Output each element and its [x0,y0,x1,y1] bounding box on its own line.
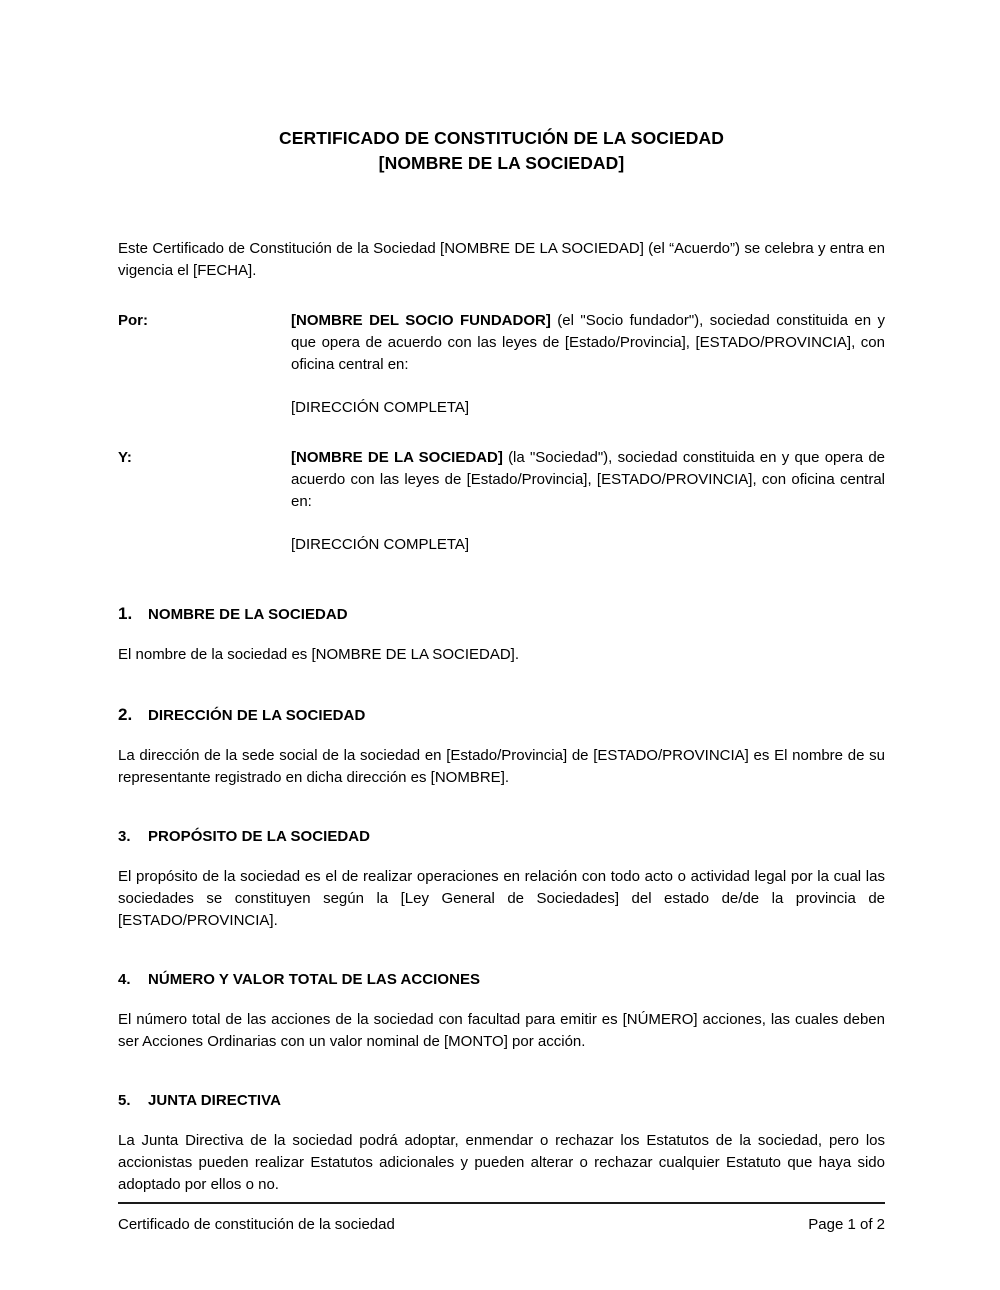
section-4-body: El número total de las acciones de la sociedad con facultad para emitir es [NÚMERO] acciones, las cuales deben ser Acciones Ordinarias con un valor nominal de [MONTO] por acción. [118,1011,885,1050]
section-5 [118,1091,885,1196]
party-description-por [291,310,885,376]
section-4-number: 4. [118,971,131,988]
section-1-title: NOMBRE DE LA SOCIEDAD [148,606,348,623]
document-content [118,0,885,1196]
party-text-por: (el "Socio fundador"), sociedad constituida en y que opera de acuerdo con las leyes de [Estado/Provincia], [ESTADO/PROVINCIA], con oficina central en: [291,312,885,373]
section-2-title: DIRECCIÓN DE LA SOCIEDAD [148,707,366,724]
party-address-y: [DIRECCIÓN COMPLETA] [291,536,470,553]
section-5-title: JUNTA DIRECTIVA [148,1092,281,1109]
section-1-number: 1. [118,604,133,623]
footer-divider [118,1202,885,1204]
party-label-por: Por: [118,312,148,329]
section-2-heading [118,705,885,726]
party-name-y: [NOMBRE DE LA SOCIEDAD] [291,449,503,466]
section-4-heading [118,970,885,990]
document-title-line-1: CERTIFICADO DE CONSTITUCIÓN DE LA SOCIEDAD [279,128,724,148]
section-2-body: La dirección de la sede social de la sociedad en [Estado/Provincia] de [ESTADO/PROVINCIA] es El nombre de su representante registrado en dicha dirección es [NOMBRE]. [118,747,885,786]
party-text-y: (la "Sociedad"), sociedad constituida en y que opera de acuerdo con las leyes de [Estado/Provincia], [ESTADO/PROVINCIA], con oficina central en: [291,449,886,510]
section-2 [118,705,885,789]
party-body-por [291,310,885,419]
footer-row [118,1215,885,1235]
section-1-body: El nombre de la sociedad es [NOMBRE DE LA SOCIEDAD]. [118,646,519,663]
party-block-y [118,447,885,556]
section-5-heading [118,1091,885,1111]
document-title-line-2: [NOMBRE DE LA SOCIEDAD] [378,153,625,173]
section-4-title: NÚMERO Y VALOR TOTAL DE LAS ACCIONES [148,971,481,988]
intro-paragraph: Este Certificado de Constitución de la Sociedad [NOMBRE DE LA SOCIEDAD] (el “Acuerdo”) se celebra y entra en vigencia el [FECHA]. [118,240,885,279]
section-2-number: 2. [118,705,133,724]
section-5-number: 5. [118,1092,131,1109]
footer-page-number: Page 1 of 2 [808,1216,885,1233]
party-description-y [291,447,885,513]
party-address-por: [DIRECCIÓN COMPLETA] [291,399,470,416]
section-4 [118,970,885,1053]
section-1-heading [118,604,885,625]
party-body-y [291,447,885,556]
section-3 [118,827,885,932]
section-3-title: PROPÓSITO DE LA SOCIEDAD [148,828,371,845]
document-title [118,126,885,176]
section-3-number: 3. [118,828,131,845]
party-label-y: Y: [118,449,132,466]
footer-document-name: Certificado de constitución de la sociedad [118,1216,395,1233]
section-5-body: La Junta Directiva de la sociedad podrá adoptar, enmendar o rechazar los Estatutos de la sociedad, pero los accionistas pueden realizar Estatutos adicionales y pueden alterar o rechazar cualquier Estatuto que haya sido adoptado por ellos o no. [118,1132,885,1193]
section-3-heading [118,827,885,847]
section-1 [118,604,885,666]
party-block-por [118,310,885,419]
section-3-body: El propósito de la sociedad es el de realizar operaciones en relación con todo acto o actividad legal por la cual las sociedades se constituyen según la [Ley General de Sociedades] del estado de/de la provincia de [ESTADO/PROVINCIA]. [118,868,885,929]
page-footer [118,1202,885,1235]
party-name-por: [NOMBRE DEL SOCIO FUNDADOR] [291,312,551,329]
